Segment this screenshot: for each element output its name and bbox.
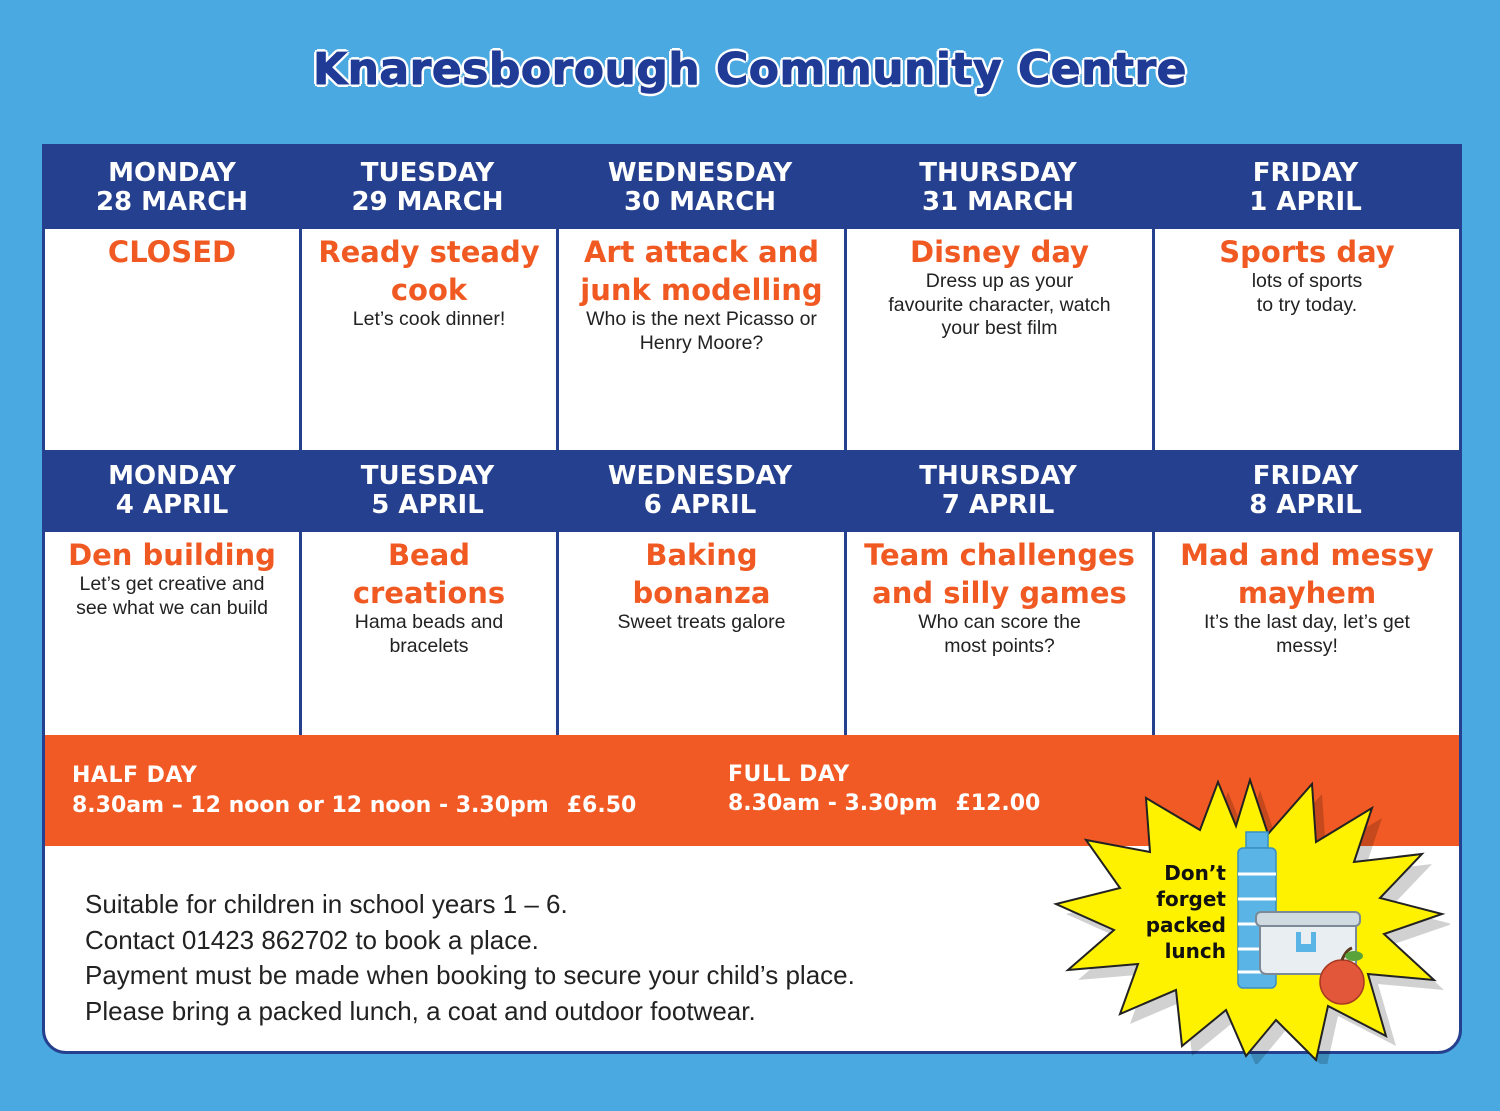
day-name: FRIDAY [1252, 461, 1359, 491]
activity-description: messy! [1276, 634, 1338, 657]
half-day-label: HALF DAY [72, 763, 198, 788]
activity-description: Who can score the [918, 611, 1081, 633]
activity-description: to try today. [1256, 293, 1358, 316]
day-date: 28 MARCH [95, 187, 249, 217]
activity-title: and silly games [872, 576, 1127, 610]
info-line: Suitable for children in school years 1 – 6. [85, 889, 568, 919]
info-block [85, 887, 855, 1029]
activity-title: Mad and messy [1180, 538, 1434, 572]
activity-description: favourite character, watch [888, 293, 1111, 316]
day-name: MONDAY [108, 158, 236, 188]
full-day-label: FULL DAY [728, 762, 850, 787]
day-name: TUESDAY [360, 158, 495, 188]
activity-cell [1152, 532, 1459, 753]
activity-cell [844, 532, 1152, 753]
activity-title: Baking [645, 538, 758, 572]
day-date: 29 MARCH [351, 187, 504, 217]
activity-cell [1152, 229, 1459, 450]
day-name: TUESDAY [360, 461, 495, 491]
day-date: 31 MARCH [921, 187, 1075, 217]
info-line: Please bring a packed lunch, a coat and outdoor footwear. [85, 995, 756, 1026]
day-header [45, 147, 299, 229]
activity-title: Ready steady [318, 235, 540, 269]
activity-description: Let’s cook dinner! [352, 308, 506, 330]
activity-title: CLOSED [107, 235, 237, 269]
packed-lunch-sticker [1050, 774, 1450, 1064]
activity-title: creations [352, 576, 506, 610]
day-date: 30 MARCH [623, 187, 777, 217]
activity-cell [45, 532, 299, 753]
activity-description: lots of sports [1251, 270, 1363, 292]
day-name: THURSDAY [919, 158, 1077, 188]
half-day-hours: 8.30am – 12 noon or 12 noon - 3.30pm [72, 793, 549, 818]
day-header [556, 450, 844, 532]
day-name: WEDNESDAY [607, 461, 793, 491]
activity-title: Sports day [1219, 235, 1395, 269]
day-name: THURSDAY [919, 461, 1077, 491]
activity-description: Sweet treats galore [617, 611, 786, 633]
day-date: 5 APRIL [371, 490, 484, 520]
day-header [299, 450, 556, 532]
activity-title: junk modelling [580, 273, 823, 307]
activity-description: Henry Moore? [639, 331, 764, 354]
activity-description: Dress up as your [925, 270, 1074, 292]
activity-title: Den building [68, 538, 276, 572]
day-date: 8 APRIL [1249, 490, 1362, 520]
starburst-icon [1050, 774, 1450, 1064]
day-header [556, 147, 844, 229]
day-header [1152, 450, 1459, 532]
page-title: Knaresborough Community Centre [313, 44, 1187, 95]
activity-cell [844, 229, 1152, 450]
week-1-header [45, 147, 1459, 229]
activity-description: Let’s get creative and [79, 573, 265, 595]
day-header [1152, 147, 1459, 229]
sticker-line: packed [1145, 913, 1226, 937]
info-line: Contact 01423 862702 to book a place. [85, 924, 539, 955]
day-date: 1 APRIL [1249, 187, 1362, 217]
sticker-line: lunch [1164, 939, 1226, 963]
activity-description: your best film [941, 317, 1058, 339]
activity-description: most points? [944, 634, 1055, 657]
sticker-line: forget [1156, 887, 1226, 911]
day-header [45, 450, 299, 532]
activity-title: mayhem [1237, 576, 1377, 610]
day-header [844, 147, 1152, 229]
day-name: WEDNESDAY [607, 158, 793, 188]
activity-description: Hama beads and [354, 611, 504, 633]
week-2-activities [45, 532, 1459, 753]
activity-cell [299, 229, 556, 450]
activity-description: Who is the next Picasso or [586, 308, 817, 330]
activity-description: see what we can build [76, 596, 268, 619]
day-header [299, 147, 556, 229]
sticker-text [1116, 860, 1226, 964]
day-date: 7 APRIL [941, 490, 1055, 520]
activity-title: Bead [387, 538, 471, 572]
info-line: Payment must be made when booking to secure your child’s place. [85, 960, 855, 990]
activity-cell [556, 532, 844, 753]
activity-cell [45, 229, 299, 450]
activity-cell [556, 229, 844, 450]
sticker-line: Don’t [1164, 861, 1226, 885]
week-2-header [45, 450, 1459, 532]
activity-title: Art attack and [583, 235, 820, 269]
half-day-price: £6.50 [566, 793, 637, 818]
activity-title: Team challenges [864, 538, 1135, 572]
activity-description: It’s the last day, let’s get [1204, 611, 1410, 633]
week-1-activities [45, 229, 1459, 450]
day-date: 6 APRIL [643, 490, 757, 520]
activity-cell [299, 532, 556, 753]
full-day-price: £12.00 [955, 791, 1041, 816]
activity-description: bracelets [389, 634, 469, 657]
half-day-times [72, 793, 636, 818]
full-day-hours: 8.30am - 3.30pm [728, 791, 938, 816]
activity-title: bonanza [632, 576, 771, 610]
day-header [844, 450, 1152, 532]
day-date: 4 APRIL [115, 490, 229, 520]
activity-title: Disney day [910, 235, 1089, 269]
activity-title: cook [390, 273, 468, 307]
full-day-times [728, 791, 1040, 816]
day-name: MONDAY [108, 461, 236, 491]
day-name: FRIDAY [1252, 158, 1359, 188]
